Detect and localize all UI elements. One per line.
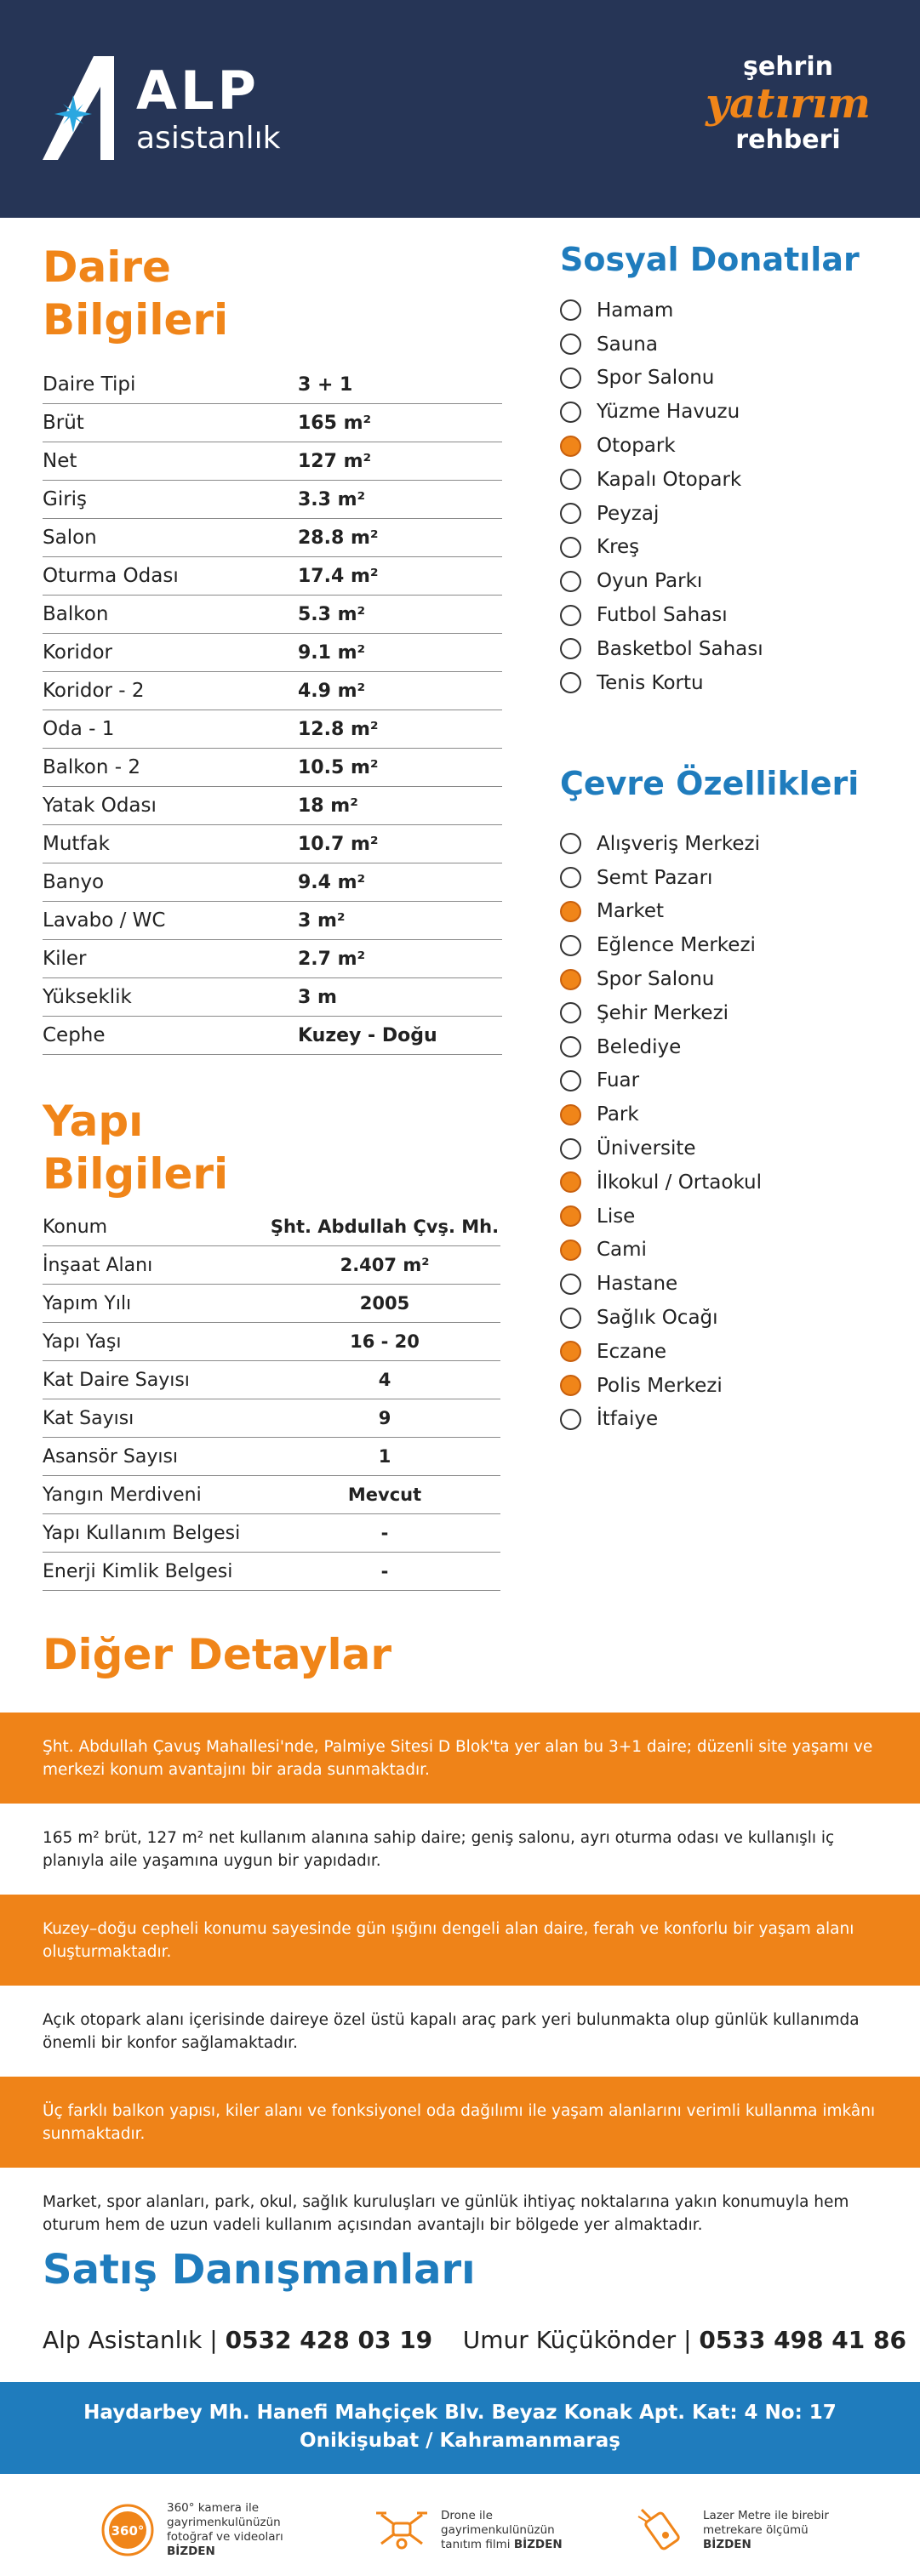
- svg-text:360°: 360°: [111, 2523, 145, 2539]
- daire-spec-value: 3.3 m²: [298, 488, 366, 510]
- empty-circle-icon: [560, 605, 581, 626]
- daire-spec-value: Kuzey - Doğu: [298, 1024, 437, 1046]
- details-title: Diğer Detaylar: [43, 1630, 392, 1679]
- yapi-spec-label: Yapı Yaşı: [43, 1331, 122, 1353]
- daire-spec-row: [43, 481, 502, 519]
- detail-paragraph: Şht. Abdullah Çavuş Mahallesi'nde, Palmiye Sitesi D Blok'ta yer alan bu 3+1 daire; düzenli site yaşamı ve merkezi konum avantajını bir arada sunmaktadır.: [43, 1737, 873, 1779]
- tagline-line2: yatırım: [706, 80, 871, 128]
- detail-paragraph: Kuzey–doğu cepheli konumu sayesinde gün ışığını dengeli alan daire, ferah ve konforlu bir yaşam alanı oluşturmaktadır.: [43, 1919, 854, 1961]
- consultant-1-name: Alp Asistanlık: [43, 2326, 203, 2354]
- checked-circle-icon: [560, 1341, 581, 1362]
- empty-circle-icon: [560, 469, 581, 490]
- logo-text-sub: asistanlık: [136, 121, 281, 156]
- address-line1: Haydarbey Mh. Hanefi Mahçiçek Blv. Beyaz Konak Apt. Kat: 4 No: 17: [83, 2402, 837, 2424]
- cevre-item: [560, 1369, 900, 1403]
- empty-circle-icon: [560, 571, 581, 592]
- features-row: [0, 2474, 920, 2576]
- empty-circle-icon: [560, 299, 581, 321]
- empty-circle-icon: [560, 1036, 581, 1057]
- sosyal-label: Hamam: [597, 299, 674, 322]
- daire-spec-label: Cephe: [43, 1024, 106, 1046]
- cevre-item: [560, 1165, 900, 1200]
- sosyal-label: Tenis Kortu: [597, 671, 704, 694]
- checked-circle-icon: [560, 901, 581, 922]
- sosyal-item: [560, 564, 900, 598]
- yapi-spec-value: 4: [378, 1370, 391, 1390]
- sosyal-item: [560, 598, 900, 632]
- address-bar: [0, 2382, 920, 2474]
- empty-circle-icon: [560, 333, 581, 355]
- yapi-spec-label: Yapım Yılı: [43, 1292, 132, 1314]
- cevre-item: [560, 1097, 900, 1131]
- checked-circle-icon: [560, 436, 581, 457]
- daire-spec-label: Oturma Odası: [43, 565, 179, 587]
- daire-spec-row: [43, 519, 502, 557]
- daire-spec-row: [43, 940, 502, 978]
- empty-circle-icon: [560, 867, 581, 888]
- sosyal-label: Spor Salonu: [597, 367, 715, 390]
- daire-spec-value: 3 m: [298, 986, 337, 1008]
- cevre-label: Fuar: [597, 1069, 640, 1092]
- empty-circle-icon: [560, 537, 581, 558]
- logo-text-main: ALP: [136, 60, 260, 122]
- yapi-spec-value: -: [380, 1561, 389, 1582]
- cevre-label: Hastane: [597, 1273, 678, 1296]
- daire-spec-row: [43, 863, 502, 902]
- feature-strong: BİZDEN: [513, 2537, 563, 2551]
- cevre-item: [560, 861, 900, 895]
- checked-circle-icon: [560, 969, 581, 990]
- detail-band-3: [0, 1895, 920, 1986]
- cevre-label: Spor Salonu: [597, 968, 715, 991]
- daire-spec-label: Yükseklik: [43, 986, 132, 1008]
- detail-band-1: [0, 1713, 920, 1804]
- feature-drone: [374, 2496, 569, 2564]
- feature-desc: Drone ile gayrimenkulünüzün tanıtım filmi: [441, 2508, 555, 2551]
- yapi-spec-row: [43, 1553, 500, 1591]
- daire-title-line1: Daire: [43, 242, 171, 292]
- yapi-spec-table: [43, 1208, 500, 1591]
- yapi-spec-row: [43, 1399, 500, 1438]
- yapi-spec-value: 2.407 m²: [340, 1255, 430, 1275]
- sosyal-label: Otopark: [597, 435, 676, 458]
- sosyal-item: [560, 497, 900, 531]
- yapi-spec-label: Yapı Kullanım Belgesi: [43, 1522, 241, 1544]
- cevre-item: [560, 1267, 900, 1301]
- sosyal-item: [560, 666, 900, 700]
- empty-circle-icon: [560, 833, 581, 854]
- cevre-item: [560, 1301, 900, 1335]
- daire-spec-value: 2.7 m²: [298, 948, 366, 970]
- daire-spec-value: 3 m²: [298, 909, 346, 932]
- yapi-spec-row: [43, 1438, 500, 1476]
- yapi-spec-label: Kat Daire Sayısı: [43, 1369, 190, 1391]
- daire-spec-value: 9.4 m²: [298, 871, 366, 893]
- feature-strong: BİZDEN: [167, 2545, 215, 2558]
- yapi-spec-row: [43, 1361, 500, 1399]
- detail-band-4: [0, 1986, 920, 2077]
- daire-spec-value: 5.3 m²: [298, 603, 366, 625]
- yapi-spec-label: Enerji Kimlik Belgesi: [43, 1560, 233, 1582]
- checked-circle-icon: [560, 1171, 581, 1193]
- tagline-line3: rehberi: [735, 125, 841, 155]
- cevre-label: Semt Pazarı: [597, 866, 713, 889]
- daire-spec-label: Banyo: [43, 871, 105, 893]
- yapi-spec-value: 1: [378, 1446, 391, 1467]
- daire-spec-row: [43, 404, 502, 442]
- yapi-spec-value: -: [380, 1523, 389, 1543]
- consultant-2-name: Umur Küçükönder: [462, 2326, 677, 2354]
- daire-spec-value: 18 m²: [298, 795, 358, 817]
- daire-spec-row: [43, 749, 502, 787]
- feature-360-camera: [100, 2496, 294, 2564]
- daire-title: [43, 241, 228, 346]
- cevre-item: [560, 1131, 900, 1165]
- cevre-item: [560, 1030, 900, 1064]
- cevre-item: [560, 827, 900, 861]
- cevre-label: Sağlık Ocağı: [597, 1307, 718, 1330]
- sosyal-item: [560, 362, 900, 396]
- consultant-2-phone[interactable]: 0533 498 41 86: [699, 2326, 906, 2354]
- daire-spec-label: Lavabo / WC: [43, 909, 166, 932]
- yapi-spec-label: İnşaat Alanı: [43, 1254, 153, 1276]
- drone-icon: [374, 2503, 429, 2557]
- address-line2: Onikişubat / Kahramanmaraş: [300, 2430, 620, 2452]
- daire-spec-value: 28.8 m²: [298, 527, 379, 549]
- detail-band-2: [0, 1804, 920, 1895]
- yapi-spec-label: Yangın Merdiveni: [43, 1484, 202, 1506]
- sosyal-item: [560, 429, 900, 463]
- daire-spec-label: Salon: [43, 527, 97, 549]
- checked-circle-icon: [560, 1240, 581, 1261]
- feature-laser-meter: [637, 2496, 831, 2564]
- checked-circle-icon: [560, 1104, 581, 1126]
- cevre-label: Üniversite: [597, 1137, 696, 1160]
- cevre-item: [560, 1200, 900, 1234]
- sosyal-label: Oyun Parkı: [597, 570, 703, 593]
- feature-text: [703, 2509, 831, 2552]
- daire-spec-label: Net: [43, 450, 77, 472]
- cevre-label: İtfaiye: [597, 1408, 659, 1431]
- daire-spec-row: [43, 672, 502, 710]
- sosyal-label: Sauna: [597, 333, 658, 356]
- cevre-item: [560, 928, 900, 962]
- daire-spec-row: [43, 1017, 502, 1055]
- empty-circle-icon: [560, 638, 581, 659]
- cevre-label: Polis Merkezi: [597, 1374, 723, 1397]
- empty-circle-icon: [560, 1002, 581, 1023]
- header: [0, 0, 920, 218]
- daire-spec-label: Giriş: [43, 488, 88, 510]
- sosyal-item: [560, 395, 900, 429]
- checked-circle-icon: [560, 1375, 581, 1396]
- cevre-item: [560, 1234, 900, 1268]
- empty-circle-icon: [560, 935, 581, 956]
- cevre-item: [560, 996, 900, 1030]
- sosyal-item: [560, 632, 900, 666]
- laser-meter-icon: [637, 2503, 691, 2557]
- yapi-spec-label: Kat Sayısı: [43, 1407, 134, 1429]
- empty-circle-icon: [560, 1308, 581, 1329]
- cevre-title: Çevre Özellikleri: [560, 765, 860, 802]
- cevre-label: Alışveriş Merkezi: [597, 832, 760, 855]
- daire-spec-value: 10.7 m²: [298, 833, 379, 855]
- cevre-item: [560, 1064, 900, 1098]
- detail-paragraph: Açık otopark alanı içerisinde daireye özel üstü kapalı araç park yeri bulunmakta olup günlük kullanımda önemli bir konfor sağlamaktadır.: [43, 2010, 860, 2052]
- logo-mark-icon: [41, 53, 134, 163]
- sosyal-label: Kapalı Otopark: [597, 468, 742, 491]
- feature-text: [167, 2501, 294, 2559]
- yapi-spec-label: Konum: [43, 1216, 108, 1238]
- cevre-item: [560, 1335, 900, 1369]
- daire-spec-label: Balkon: [43, 603, 109, 625]
- empty-circle-icon: [560, 1274, 581, 1295]
- detail-paragraph: Market, spor alanları, park, okul, sağlık kuruluşları ve günlük ihtiyaç noktalarına yakın konumuyla hem oturum hem de uzun vadeli kullanım açısından avantajlı bir bölgede yer almaktadır.: [43, 2192, 849, 2234]
- daire-spec-row: [43, 557, 502, 596]
- sosyal-item: [560, 463, 900, 497]
- yapi-spec-row: [43, 1208, 500, 1246]
- tagline: [690, 53, 886, 172]
- yapi-spec-row: [43, 1323, 500, 1361]
- yapi-spec-value: 16 - 20: [350, 1331, 420, 1352]
- detail-band-5: [0, 2077, 920, 2168]
- feature-strong: BİZDEN: [703, 2537, 751, 2551]
- daire-title-line2: Bilgileri: [43, 295, 229, 345]
- yapi-title: [43, 1095, 228, 1200]
- yapi-title-line1: Yapı: [43, 1097, 144, 1146]
- consultants-title: Satış Danışmanları: [43, 2246, 476, 2294]
- daire-spec-label: Kiler: [43, 948, 87, 970]
- sosyal-label: Peyzaj: [597, 502, 660, 525]
- daire-spec-label: Oda - 1: [43, 718, 115, 740]
- yapi-spec-row: [43, 1514, 500, 1553]
- daire-spec-value: 4.9 m²: [298, 680, 366, 702]
- detail-paragraph: 165 m² brüt, 127 m² net kullanım alanına sahip daire; geniş salonu, ayrı oturma odası ve kullanışlı iç planıyla aile yaşamına uygun bir yapıdadır.: [43, 1828, 835, 1870]
- feature-text: [441, 2509, 569, 2552]
- yapi-title-line2: Bilgileri: [43, 1149, 229, 1199]
- daire-spec-value: 12.8 m²: [298, 718, 379, 740]
- cevre-item: [560, 895, 900, 929]
- empty-circle-icon: [560, 368, 581, 389]
- empty-circle-icon: [560, 1409, 581, 1430]
- daire-spec-value: 3 + 1: [298, 373, 353, 396]
- yapi-spec-value: 9: [378, 1408, 391, 1428]
- cevre-item: [560, 1403, 900, 1437]
- cevre-label: Şehir Merkezi: [597, 1001, 729, 1024]
- feature-desc: 360° kamera ile gayrimenkulünüzün fotoğraf ve videoları: [167, 2501, 283, 2544]
- sosyal-label: Kreş: [597, 536, 640, 559]
- alp-logo: [41, 53, 322, 163]
- sosyal-item: [560, 531, 900, 565]
- daire-spec-value: 17.4 m²: [298, 565, 379, 587]
- daire-spec-row: [43, 596, 502, 634]
- yapi-spec-row: [43, 1246, 500, 1285]
- daire-spec-row: [43, 787, 502, 825]
- checked-circle-icon: [560, 1205, 581, 1227]
- daire-spec-value: 165 m²: [298, 412, 372, 434]
- sosyal-title: Sosyal Donatılar: [560, 241, 860, 278]
- daire-spec-value: 10.5 m²: [298, 756, 379, 778]
- daire-spec-label: Daire Tipi: [43, 373, 136, 396]
- daire-spec-label: Mutfak: [43, 833, 110, 855]
- daire-spec-row: [43, 825, 502, 863]
- sosyal-checklist: [560, 294, 900, 700]
- empty-circle-icon: [560, 402, 581, 423]
- sosyal-label: Futbol Sahası: [597, 604, 728, 627]
- daire-spec-table: [43, 366, 502, 1055]
- yapi-spec-value: 2005: [359, 1293, 410, 1314]
- cevre-label: Park: [597, 1103, 639, 1126]
- camera-360-icon: [100, 2503, 155, 2557]
- empty-circle-icon: [560, 672, 581, 693]
- cevre-label: Lise: [597, 1205, 636, 1228]
- daire-spec-row: [43, 978, 502, 1017]
- daire-spec-value: 9.1 m²: [298, 641, 366, 664]
- cevre-label: İlkokul / Ortaokul: [597, 1171, 763, 1194]
- daire-spec-row: [43, 710, 502, 749]
- daire-spec-label: Koridor - 2: [43, 680, 145, 702]
- empty-circle-icon: [560, 503, 581, 524]
- sosyal-item: [560, 328, 900, 362]
- cevre-label: Cami: [597, 1239, 647, 1262]
- daire-spec-row: [43, 902, 502, 940]
- feature-desc: Lazer Metre ile birebir metrekare ölçümü: [703, 2508, 829, 2537]
- daire-spec-row: [43, 634, 502, 672]
- cevre-label: Eczane: [597, 1340, 667, 1363]
- cevre-checklist: [560, 827, 900, 1436]
- sosyal-label: Basketbol Sahası: [597, 637, 763, 660]
- daire-spec-label: Balkon - 2: [43, 756, 140, 778]
- consultants-line: Alp Asistanlık | 0532 428 03 19 Umur Küçükönder | 0533 498 41 86: [43, 2326, 906, 2354]
- daire-spec-label: Koridor: [43, 641, 112, 664]
- yapi-spec-value: Şht. Abdullah Çvş. Mh.: [270, 1217, 500, 1237]
- yapi-spec-value: Mevcut: [347, 1485, 422, 1505]
- daire-spec-value: 127 m²: [298, 450, 372, 472]
- yapi-spec-row: [43, 1285, 500, 1323]
- sosyal-label: Yüzme Havuzu: [597, 401, 740, 424]
- empty-circle-icon: [560, 1070, 581, 1091]
- cevre-label: Belediye: [597, 1035, 682, 1058]
- yapi-spec-row: [43, 1476, 500, 1514]
- tagline-line1: şehrin: [743, 52, 833, 82]
- cevre-label: Eğlence Merkezi: [597, 934, 756, 957]
- empty-circle-icon: [560, 1138, 581, 1160]
- detail-paragraph: Üç farklı balkon yapısı, kiler alanı ve fonksiyonel oda dağılımı ile yaşam alanlarını verimli kullanma imkânı sunmaktadır.: [43, 2101, 876, 2143]
- daire-spec-row: [43, 442, 502, 481]
- daire-spec-row: [43, 366, 502, 404]
- cevre-item: [560, 962, 900, 996]
- consultant-1-phone[interactable]: 0532 428 03 19: [225, 2326, 433, 2354]
- daire-spec-label: Brüt: [43, 412, 84, 434]
- daire-spec-label: Yatak Odası: [43, 795, 157, 817]
- sosyal-item: [560, 294, 900, 328]
- yapi-spec-label: Asansör Sayısı: [43, 1445, 179, 1468]
- cevre-label: Market: [597, 900, 665, 923]
